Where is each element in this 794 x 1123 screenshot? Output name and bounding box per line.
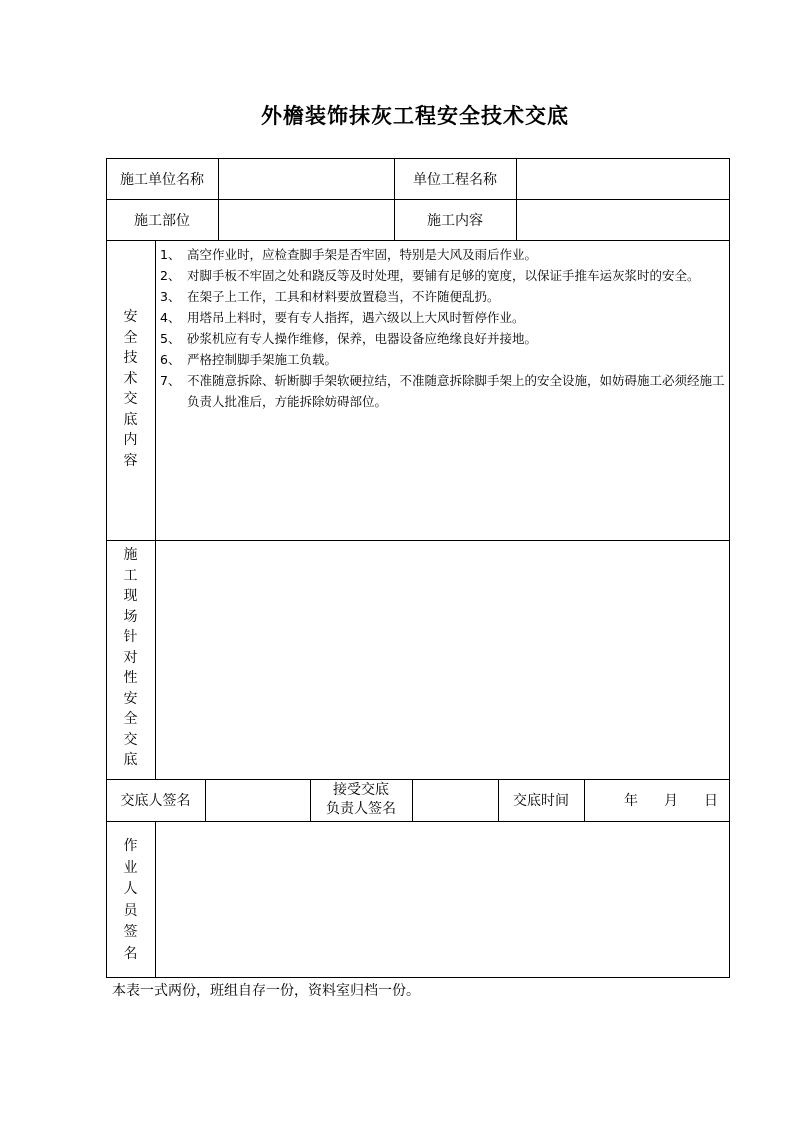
safety-item-text: 严格控制脚手架施工负载。 [187, 352, 338, 367]
safety-item [160, 286, 726, 307]
site-label-char: 底 [123, 752, 138, 768]
safety-content-label [106, 307, 155, 471]
workers-label-char: 人 [123, 881, 138, 897]
workers-label-char: 员 [123, 902, 138, 919]
safety-item-number: 4、 [160, 310, 181, 325]
construction-content-field[interactable] [517, 199, 729, 240]
workers-label-char: 签 [123, 924, 138, 940]
year-label: 年 [624, 793, 638, 809]
unit-name-field[interactable] [219, 158, 394, 199]
receiver-label-line2: 负责人签名 [326, 801, 396, 817]
site-label-char: 全 [123, 711, 138, 727]
site-safety-field[interactable] [156, 541, 729, 779]
safety-item [160, 328, 726, 349]
safety-item-text: 不准随意拆除、斩断脚手架软硬拉结，不准随意拆除脚手架上的安全设施，如妨碍施工必须经施工负责人批准后，方能拆除妨碍部位。 [187, 373, 725, 409]
safety-label-char: 全 [123, 329, 138, 346]
workers-label-char: 业 [123, 859, 138, 876]
giver-signature-label: 交底人签名 [120, 793, 191, 809]
site-safety-label [106, 545, 155, 771]
receiver-signature-field[interactable] [413, 779, 498, 821]
site-label-char: 对 [123, 649, 138, 666]
workers-label-char: 名 [123, 945, 138, 962]
site-label-char: 针 [123, 629, 138, 645]
safety-item-number: 2、 [160, 268, 181, 283]
site-label-char: 现 [123, 588, 138, 604]
unit-name-label: 施工单位名称 [120, 171, 204, 188]
worker-signature-field[interactable] [156, 822, 729, 977]
page-title: 外檐装饰抹灰工程安全技术交底 [261, 103, 569, 128]
safety-item-text: 对脚手板不牢固之处和跷反等及时处理，要铺有足够的宽度，以保证手推车运灰浆时的安全。 [187, 268, 700, 283]
safety-label-char: 内 [123, 432, 138, 448]
site-label-char: 场 [123, 608, 138, 625]
site-label-char: 性 [123, 670, 138, 686]
construction-part-field[interactable] [219, 199, 394, 240]
receiver-signature-label [310, 779, 412, 821]
safety-item-text: 砂浆机应有专人操作维修，保养，电器设备应绝缘良好并接地。 [187, 331, 538, 346]
site-label-char: 施 [123, 547, 138, 563]
safety-item-number: 5、 [160, 331, 181, 346]
safety-item [160, 244, 726, 265]
month-label: 月 [664, 793, 678, 809]
site-label-char: 工 [123, 567, 138, 584]
safety-item-number: 7、 [160, 373, 181, 388]
footnote: 本表一式两份，班组自存一份，资料室归档一份。 [112, 983, 420, 999]
safety-label-char: 容 [123, 452, 138, 469]
workers-label-char: 作 [123, 838, 138, 854]
safety-label-char: 底 [123, 411, 138, 428]
safety-label-char: 技 [123, 350, 138, 366]
safety-label-char: 交 [123, 391, 138, 407]
day-label: 日 [704, 793, 718, 809]
worker-signature-label [106, 836, 155, 965]
safety-item-number: 6、 [160, 352, 181, 367]
safety-label-char: 术 [123, 370, 138, 387]
safety-item [160, 307, 726, 328]
site-label-char: 交 [123, 731, 138, 748]
receiver-label-line1: 接受交底 [333, 782, 389, 798]
safety-item [160, 349, 726, 370]
handover-time-label: 交底时间 [513, 793, 569, 809]
giver-signature-field[interactable] [206, 779, 310, 821]
row-divider [106, 240, 730, 241]
handover-date-field[interactable] [585, 779, 729, 821]
safety-item [160, 265, 726, 286]
safety-item [160, 370, 726, 412]
site-label-char: 安 [123, 690, 138, 707]
safety-item-text: 用塔吊上料时，要有专人指挥，遇六级以上大风时暂停作业。 [187, 310, 525, 325]
safety-items-list [160, 244, 726, 412]
safety-item-number: 1、 [160, 247, 181, 262]
project-name-field[interactable] [517, 158, 729, 199]
safety-item-text: 在架子上工作，工具和材料要放置稳当，不许随便乱扔。 [187, 289, 500, 304]
safety-item-number: 3、 [160, 289, 181, 304]
safety-item-text: 高空作业时，应检查脚手架是否牢固，特别是大风及雨后作业。 [187, 247, 538, 262]
construction-part-label: 施工部位 [134, 212, 190, 229]
construction-content-label: 施工内容 [427, 212, 483, 229]
project-name-label: 单位工程名称 [413, 171, 497, 188]
safety-label-char: 安 [123, 309, 138, 325]
